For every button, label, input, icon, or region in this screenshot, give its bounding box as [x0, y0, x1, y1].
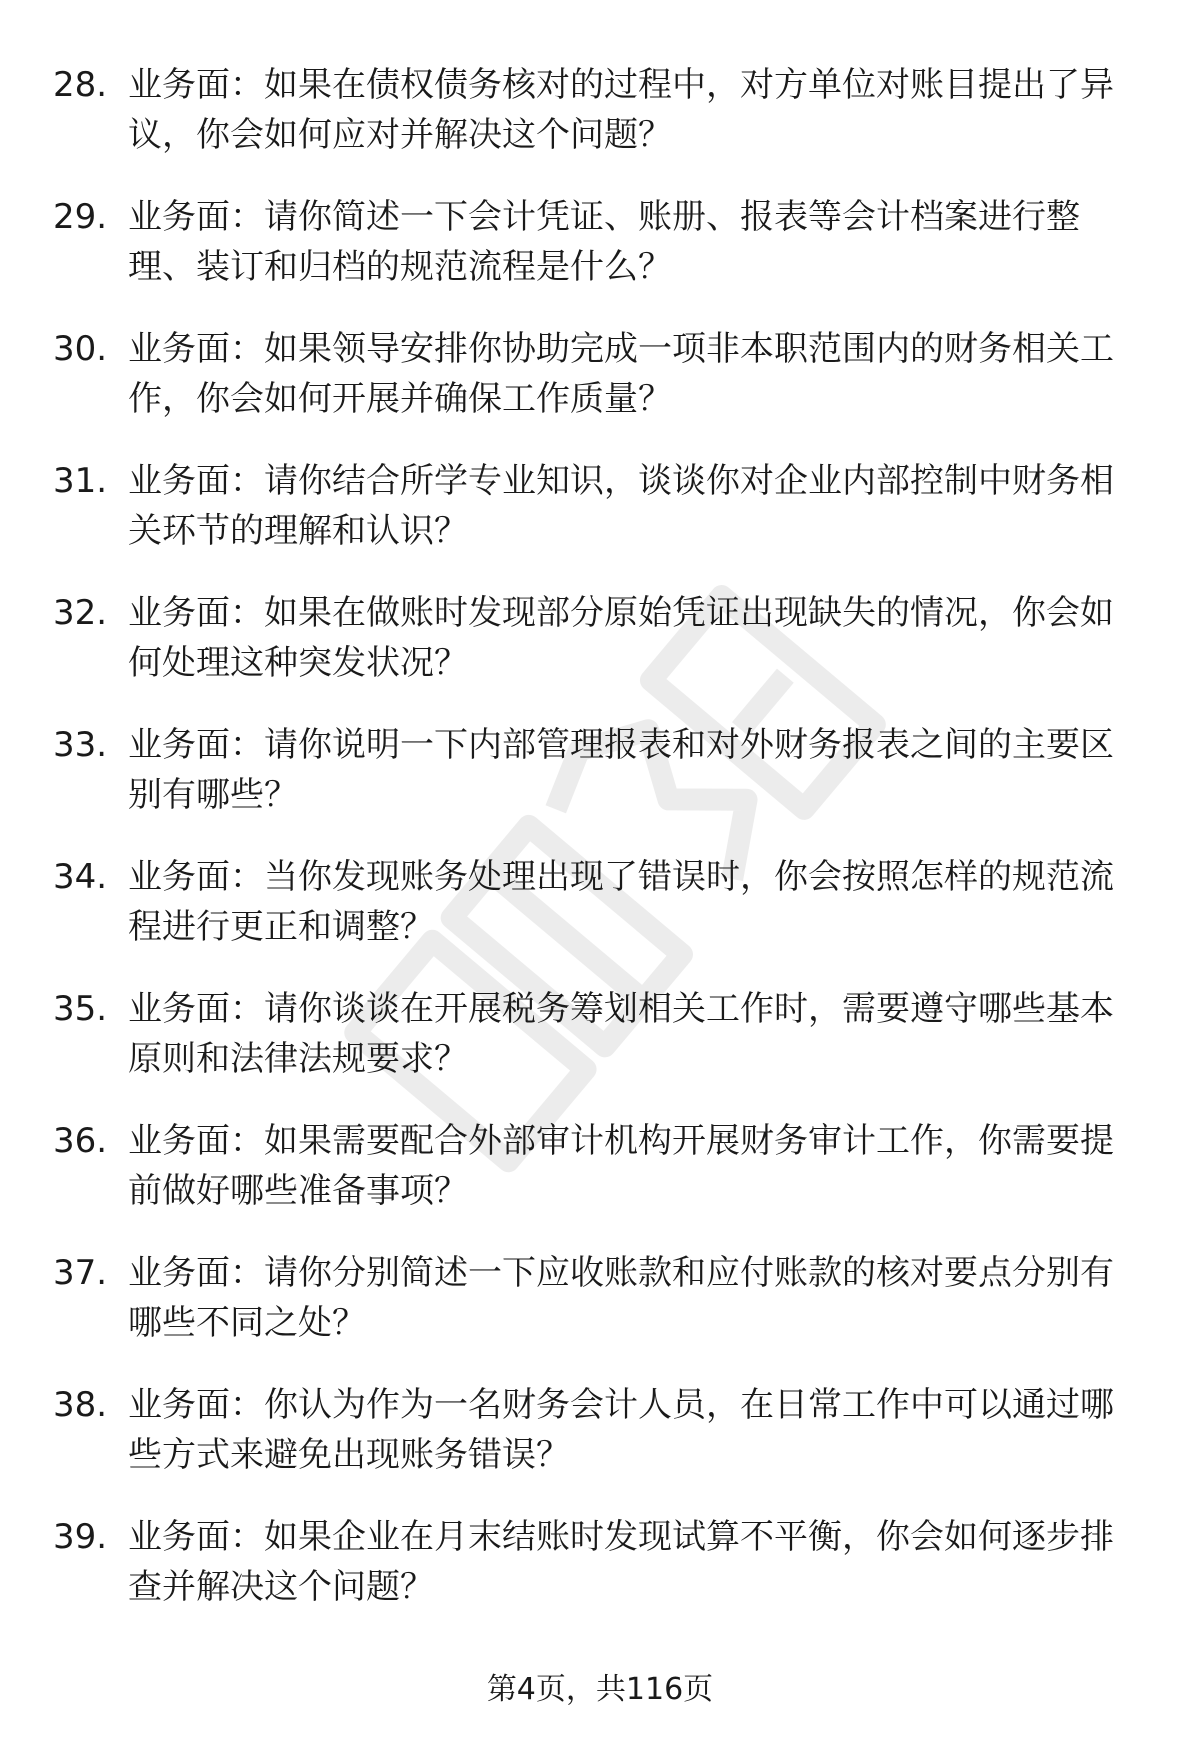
question-item — [53, 60, 1143, 192]
question-number: 31. — [53, 461, 108, 501]
question-item — [53, 720, 1143, 852]
question-number: 36. — [53, 1121, 108, 1161]
question-item — [53, 1116, 1143, 1248]
question-item — [53, 456, 1143, 588]
question-text: 业务面：请你谈谈在开展税务筹划相关工作时，需要遵守哪些基本原则和法律法规要求？ — [128, 989, 1114, 1079]
question-item — [53, 588, 1143, 720]
question-text: 业务面：你认为作为一名财务会计人员，在日常工作中可以通过哪些方式来避免出现账务错误？ — [128, 1385, 1114, 1475]
question-number: 33. — [53, 725, 108, 765]
question-item — [53, 984, 1143, 1116]
question-number: 29. — [53, 197, 108, 237]
question-text: 业务面：如果领导安排你协助完成一项非本职范围内的财务相关工作，你会如何开展并确保工作质量？ — [128, 329, 1114, 419]
question-item — [53, 324, 1143, 456]
question-text: 业务面：当你发现账务处理出现了错误时，你会按照怎样的规范流程进行更正和调整？ — [128, 857, 1114, 947]
question-number: 32. — [53, 593, 108, 633]
question-item — [53, 1512, 1143, 1644]
question-text: 业务面：如果企业在月末结账时发现试算不平衡，你会如何逐步排查并解决这个问题？ — [128, 1517, 1114, 1607]
question-item — [53, 1380, 1143, 1512]
question-item — [53, 192, 1143, 324]
question-number: 34. — [53, 857, 108, 897]
question-number: 28. — [53, 65, 108, 105]
question-number: 39. — [53, 1517, 108, 1557]
question-number: 30. — [53, 329, 108, 369]
question-text: 业务面：请你结合所学专业知识，谈谈你对企业内部控制中财务相关环节的理解和认识？ — [128, 461, 1114, 551]
question-text: 业务面：请你分别简述一下应收账款和应付账款的核对要点分别有哪些不同之处？ — [128, 1253, 1114, 1343]
question-item — [53, 852, 1143, 984]
question-number: 37. — [53, 1253, 108, 1293]
page-footer: 第4页，共116页 — [486, 1672, 714, 1707]
question-list — [53, 60, 1143, 1644]
question-number: 38. — [53, 1385, 108, 1425]
question-item — [53, 1248, 1143, 1380]
question-text: 业务面：如果在做账时发现部分原始凭证出现缺失的情况，你会如何处理这种突发状况？ — [128, 593, 1114, 683]
question-number: 35. — [53, 989, 108, 1029]
question-text: 业务面：如果在债权债务核对的过程中，对方单位对账目提出了异议，你会如何应对并解决这个问题？ — [128, 65, 1114, 155]
question-text: 业务面：请你简述一下会计凭证、账册、报表等会计档案进行整理、装订和归档的规范流程是什么？ — [128, 197, 1080, 287]
question-text: 业务面：请你说明一下内部管理报表和对外财务报表之间的主要区别有哪些？ — [128, 725, 1114, 815]
question-text: 业务面：如果需要配合外部审计机构开展财务审计工作，你需要提前做好哪些准备事项？ — [128, 1121, 1114, 1211]
